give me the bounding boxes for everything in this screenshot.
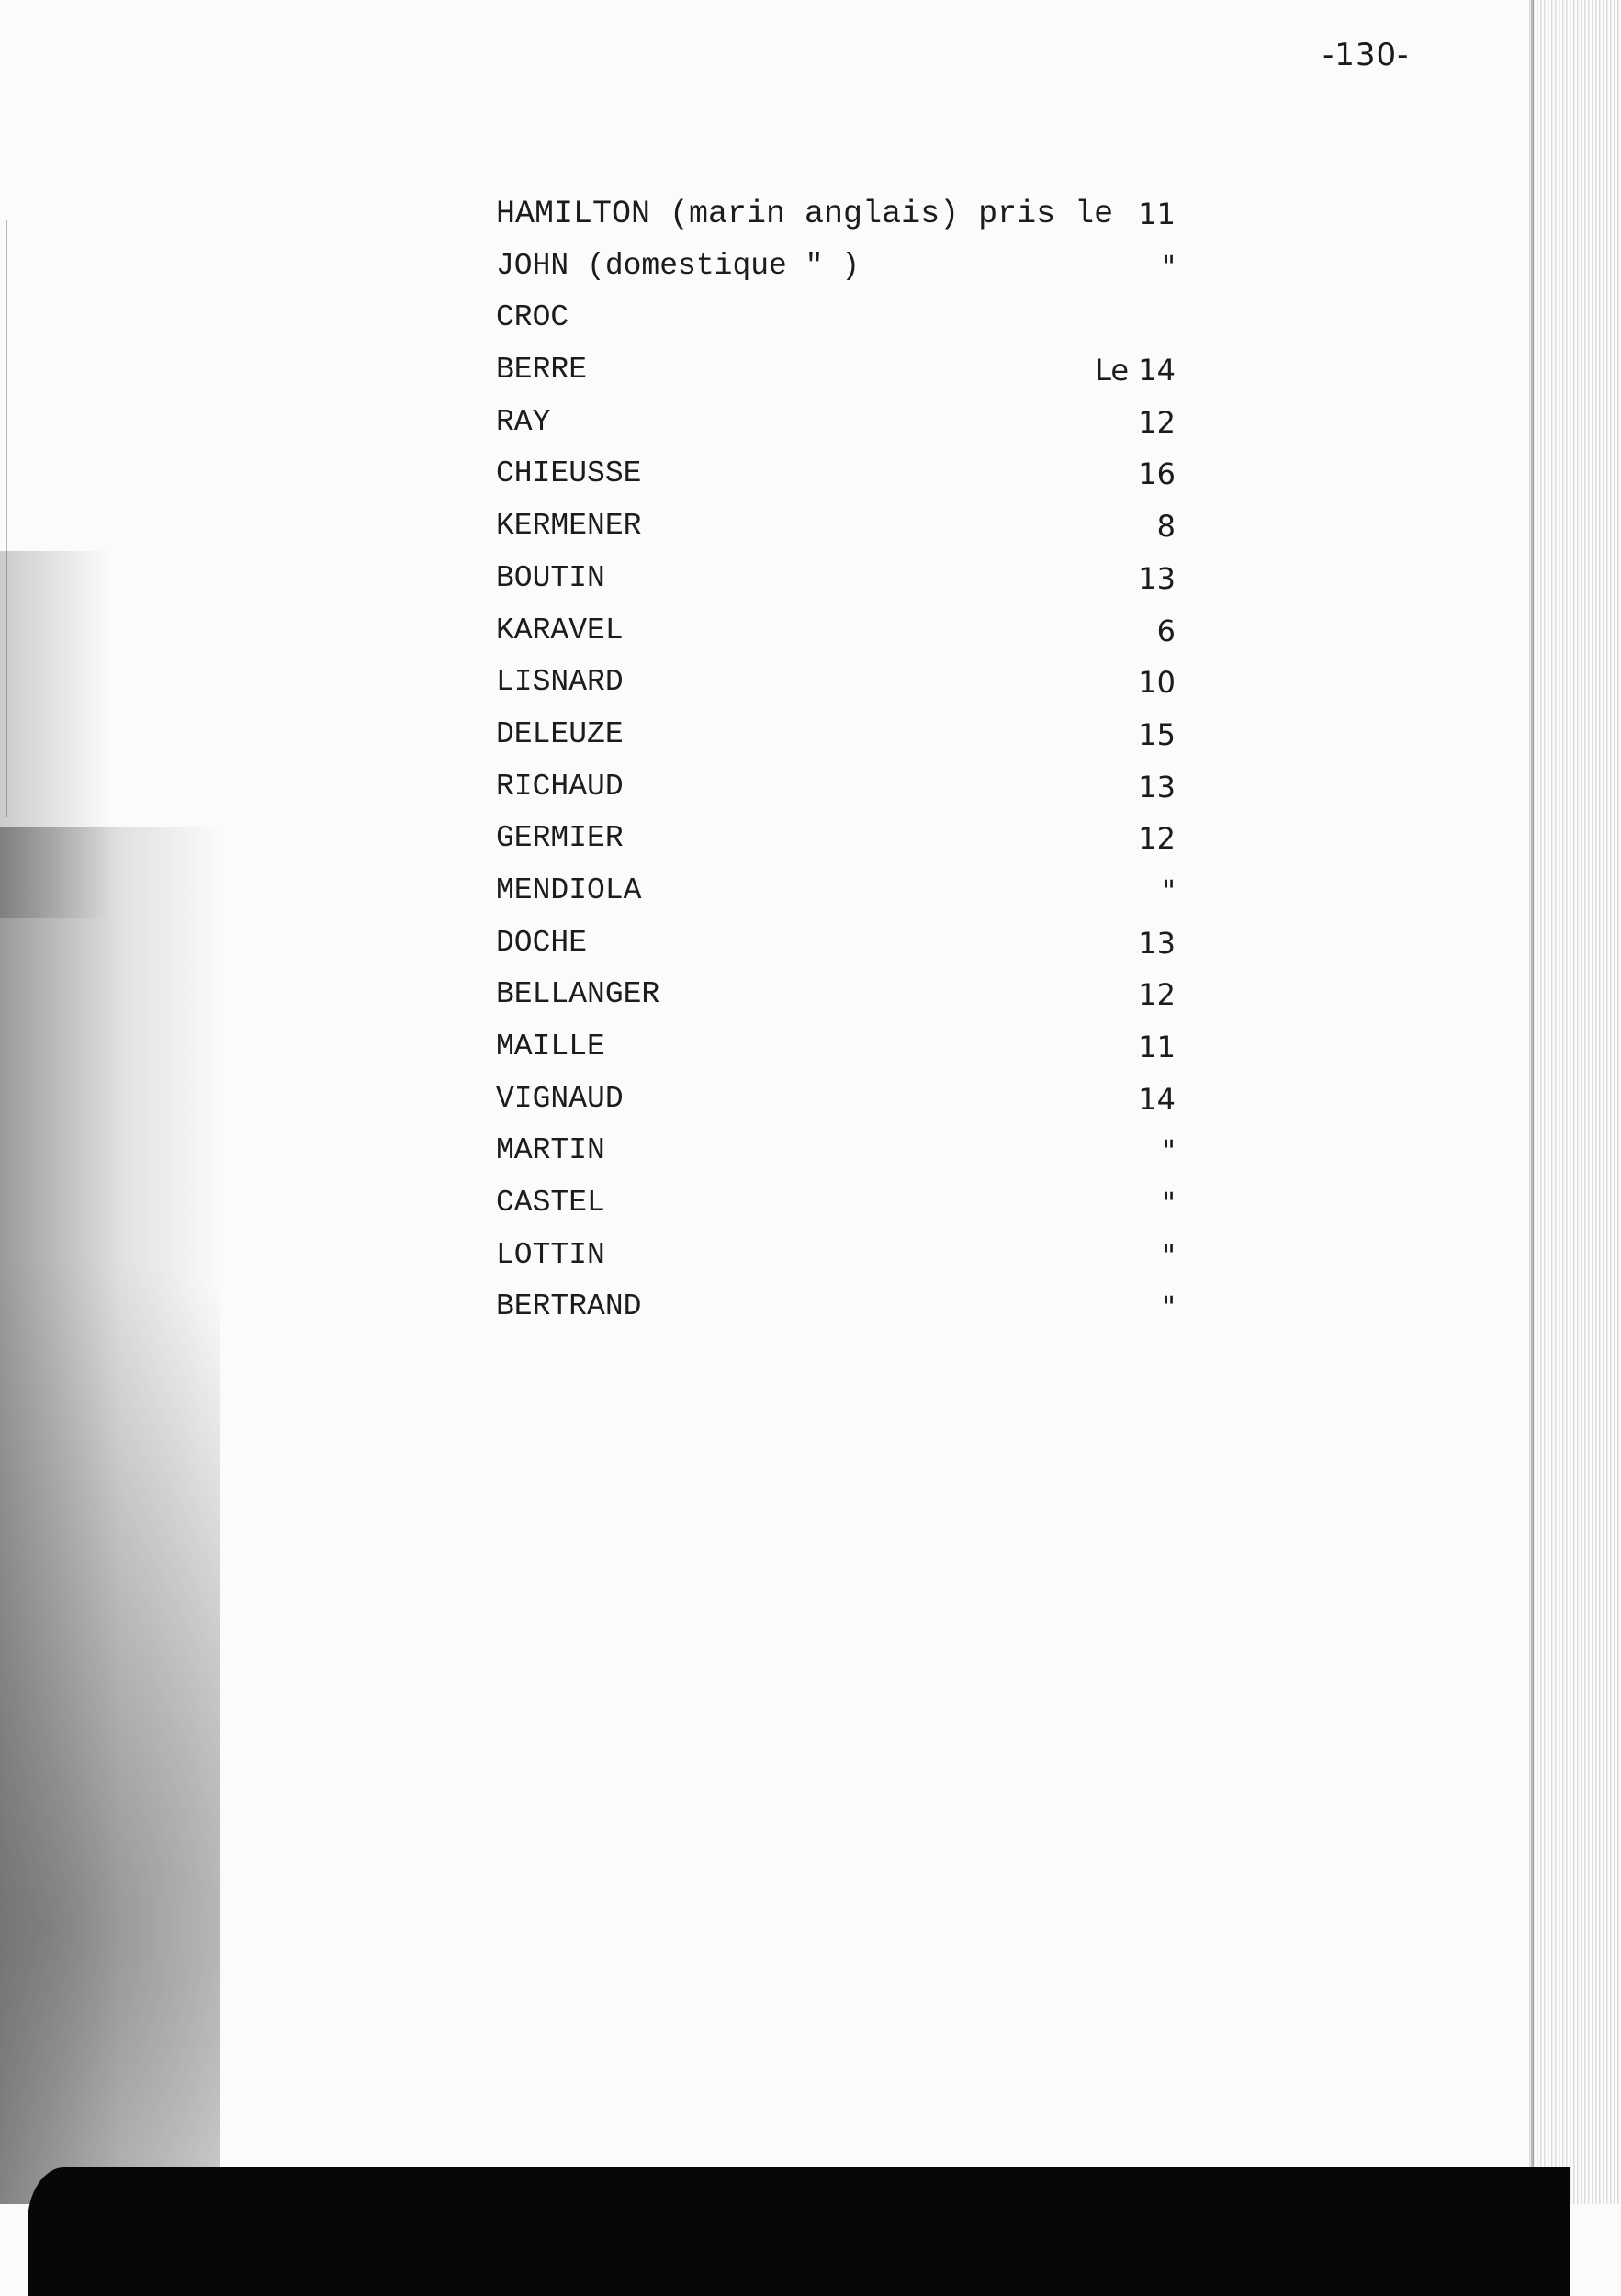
list-item <box>496 657 1176 709</box>
entry-name: DELEUZE <box>496 716 624 751</box>
list-item <box>496 709 1176 761</box>
name-list <box>496 188 1176 1334</box>
entry-date: 11 <box>1138 1030 1176 1064</box>
list-item <box>496 292 1176 344</box>
entry-name: RICHAUD <box>496 769 624 804</box>
binding-edge <box>1529 0 1621 2204</box>
entry-date: 13 <box>1138 560 1176 596</box>
entry-date: " <box>1162 1186 1176 1221</box>
list-item <box>496 553 1176 605</box>
entry-date: 10 <box>1138 665 1176 701</box>
entry-name: CASTEL <box>496 1186 605 1221</box>
entry-name: JOHN (domestique " ) <box>496 248 861 283</box>
scanner-bottom-band <box>28 2167 1570 2296</box>
list-item <box>496 969 1176 1021</box>
list-item <box>496 1281 1176 1334</box>
entry-name: DOCHE <box>496 925 588 960</box>
list-item <box>496 1021 1176 1074</box>
entry-name: RAY <box>496 404 551 439</box>
entry-date: 12 <box>1138 404 1176 440</box>
entry-name: HAMILTON (marin anglais) pris le <box>496 196 1114 232</box>
scan-shadow-left <box>0 827 220 2204</box>
entry-date: " <box>1162 1133 1176 1169</box>
list-item <box>496 188 1176 241</box>
list-item <box>496 397 1176 449</box>
list-item <box>496 813 1176 865</box>
entry-date: 13 <box>1138 925 1176 961</box>
entry-date: 8 <box>1156 509 1176 545</box>
entry-name: BOUTIN <box>496 560 605 595</box>
list-item <box>496 1230 1176 1282</box>
list-item <box>496 917 1176 970</box>
list-item <box>496 501 1176 553</box>
list-item <box>496 1074 1176 1126</box>
list-item <box>496 1125 1176 1177</box>
entry-name: KARAVEL <box>496 613 624 647</box>
entry-name: BERRE <box>496 353 588 388</box>
entry-date: 16 <box>1138 456 1176 492</box>
entry-date: 13 <box>1138 769 1176 805</box>
entry-date: " <box>1162 248 1176 284</box>
entry-name: BERTRAND <box>496 1289 642 1324</box>
entry-date: 12 <box>1138 821 1176 857</box>
list-item <box>496 344 1176 397</box>
list-item <box>496 448 1176 501</box>
margin-line <box>6 220 7 817</box>
list-item <box>496 605 1176 658</box>
entry-name: CROC <box>496 300 569 335</box>
entry-date: " <box>1162 1237 1176 1273</box>
entry-name: GERMIER <box>496 821 624 856</box>
entry-date: 6 <box>1156 613 1176 648</box>
entry-date: 14 <box>1138 1081 1176 1117</box>
binding-edge-line <box>1531 0 1534 2204</box>
entry-date: Le 14 <box>1095 353 1176 388</box>
list-item <box>496 865 1176 917</box>
entry-date: " <box>1162 1289 1176 1325</box>
entry-name: MARTIN <box>496 1133 605 1168</box>
entry-name: VIGNAUD <box>496 1081 624 1116</box>
entry-name: MAILLE <box>496 1030 605 1064</box>
entry-name: BELLANGER <box>496 977 660 1012</box>
entry-name: LOTTIN <box>496 1237 605 1272</box>
entry-date: 12 <box>1138 977 1176 1013</box>
entry-date: " <box>1162 872 1176 908</box>
list-item <box>496 1177 1176 1230</box>
page-number: -130- <box>1323 37 1410 73</box>
entry-name: CHIEUSSE <box>496 456 642 491</box>
entry-date: 11 <box>1138 197 1176 231</box>
list-item <box>496 241 1176 293</box>
entry-name: MENDIOLA <box>496 872 642 907</box>
entry-name: KERMENER <box>496 509 642 544</box>
entry-name: LISNARD <box>496 665 624 700</box>
entry-date: 15 <box>1138 716 1176 752</box>
list-item <box>496 761 1176 814</box>
